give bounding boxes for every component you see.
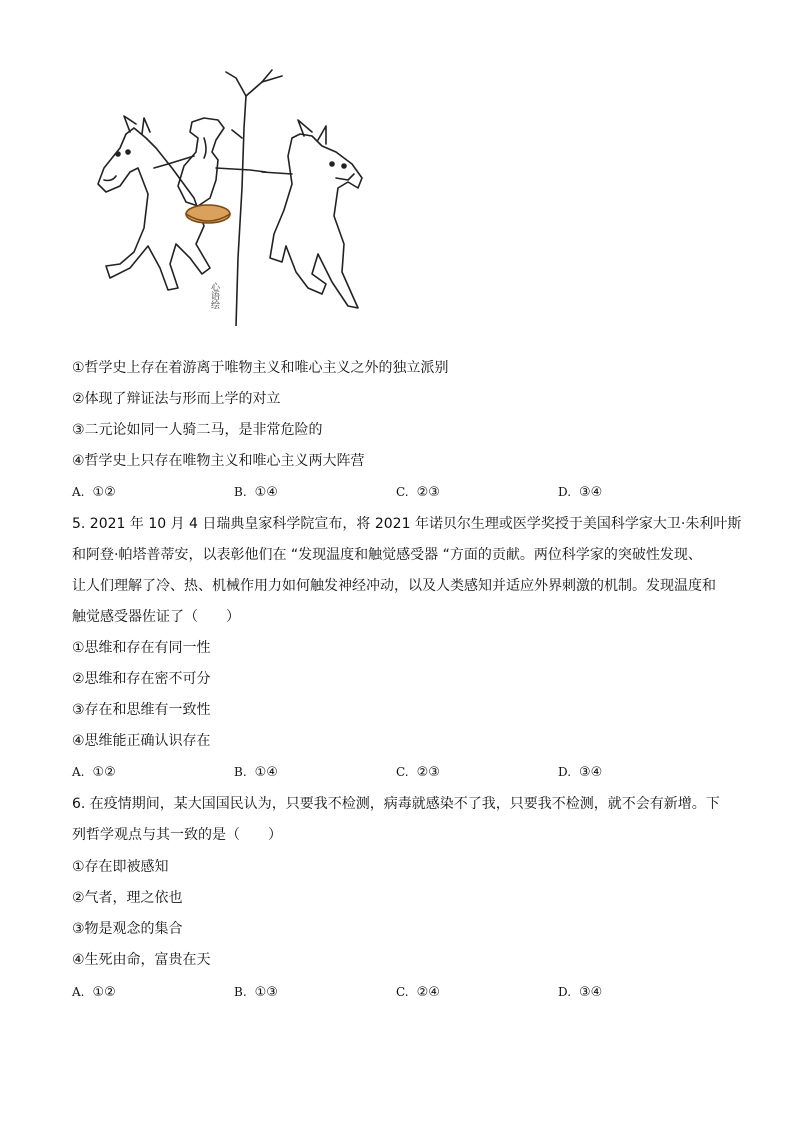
q4-option-a[interactable]: A. ①② <box>72 485 116 500</box>
q5-statement-3: ③存在和思维有一致性 <box>72 702 211 718</box>
q4-statement-2: ②体现了辩证法与形而上学的对立 <box>72 391 281 407</box>
cartoon-illustration <box>86 68 370 326</box>
q4-option-b[interactable]: B. ①④ <box>234 485 278 500</box>
q5-statement-1: ①思维和存在有同一性 <box>72 640 211 656</box>
q6-option-a[interactable]: A. ①② <box>72 985 116 1000</box>
q5-option-b[interactable]: B. ①④ <box>234 765 278 780</box>
q5-statement-4: ④思维能正确认识存在 <box>72 733 211 749</box>
q5-option-a[interactable]: A. ①② <box>72 765 116 780</box>
q6-stem-line-1: 6. 在疫情期间，某大国国民认为，只要我不检测，病毒就感染不了我，只要我不检测，就不会有新增。下 <box>72 796 720 812</box>
q5-option-d[interactable]: D. ③④ <box>558 765 603 780</box>
q6-stem-line-2: 列哲学观点与其一致的是（ ） <box>72 827 282 843</box>
q5-stem-line-4: 触觉感受器佐证了（ ） <box>72 609 240 625</box>
q5-option-c[interactable]: C. ②③ <box>396 765 440 780</box>
q4-option-d[interactable]: D. ③④ <box>558 485 603 500</box>
cartoon-signature: 心语绘 <box>209 282 219 309</box>
rider <box>178 118 224 206</box>
q5-stem-line-2: 和阿登·帕塔普蒂安，以表彰他们在 “发现温度和触觉感受器 “方面的贡献。两位科学家的突破性发现、 <box>72 547 702 563</box>
q4-statement-1: ①哲学史上存在着游离于唯物主义和唯心主义之外的独立派别 <box>72 360 449 376</box>
right-horse <box>270 134 362 308</box>
q4-statement-4: ④哲学史上只存在唯物主义和唯心主义两大阵营 <box>72 453 365 469</box>
q4-statement-3: ③二元论如同一人骑二马，是非常危险的 <box>72 422 323 438</box>
q4-option-c[interactable]: C. ②③ <box>396 485 440 500</box>
q6-option-c[interactable]: C. ②④ <box>396 985 440 1000</box>
q6-option-d[interactable]: D. ③④ <box>558 985 603 1000</box>
q6-statement-1: ①存在即被感知 <box>72 859 169 875</box>
q6-statement-3: ③物是观念的集合 <box>72 921 183 937</box>
q5-stem-line-3: 让人们理解了冷、热、机械作用力如何触发神经冲动，以及人类感知并适应外界刺激的机制。发现温度和 <box>72 578 716 594</box>
q5-options <box>72 762 722 782</box>
q4-options <box>72 482 722 502</box>
q5-statement-2: ②思维和存在密不可分 <box>72 671 211 687</box>
q6-statement-4: ④生死由命，富贵在天 <box>72 952 211 968</box>
q6-option-b[interactable]: B. ①③ <box>234 985 278 1000</box>
q6-options <box>72 982 722 1002</box>
tree-trunk <box>236 96 246 326</box>
q6-statement-2: ②气者，理之依也 <box>72 890 183 906</box>
q5-stem-line-1: 5. 2021 年 10 月 4 日瑞典皇家科学院宣布，将 2021 年诺贝尔生理或医学奖授于美国科学家大卫·朱利叶斯 <box>72 516 742 532</box>
